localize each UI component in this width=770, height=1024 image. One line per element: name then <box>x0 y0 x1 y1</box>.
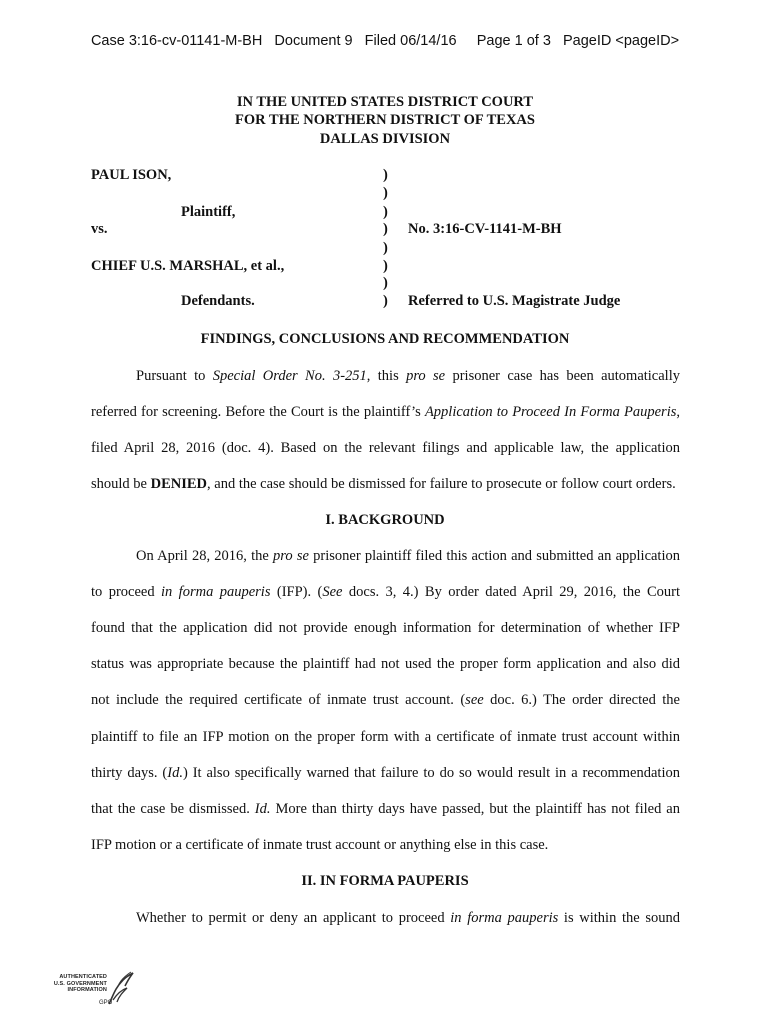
gpo-authentication-logo <box>45 970 135 1016</box>
caption-paren: ) <box>383 275 388 291</box>
background-line-8: that the case be dismissed. Id. More than thirty days have passed, but the plaintiff has not filed an <box>91 801 680 817</box>
gpo-label: GPO <box>99 1000 113 1006</box>
plaintiff-name: PAUL ISON, <box>91 167 172 183</box>
caption-paren: ) <box>383 185 388 201</box>
caption-paren: ) <box>383 240 388 256</box>
background-line-1: On April 28, 2016, the pro se prisoner plaintiff filed this action and submitted an application <box>136 548 680 564</box>
section-1-heading: I. BACKGROUND <box>325 512 445 528</box>
background-line-3: found that the application did not provide enough information for determination of whether IFP <box>91 620 680 636</box>
court-name-line-2: FOR THE NORTHERN DISTRICT OF TEXAS <box>235 112 535 128</box>
background-line-4: status was appropriate because the plaintiff had not used the proper form application and also did <box>91 656 680 672</box>
plaintiff-role: Plaintiff, <box>181 204 236 220</box>
case-number: No. 3:16-CV-1141-M-BH <box>408 221 562 237</box>
intro-line-2: referred for screening. Before the Court is the plaintiff’s Application to Proceed In Forma Pauperis, <box>91 404 680 420</box>
section-2-heading: II. IN FORMA PAUPERIS <box>301 873 469 889</box>
versus: vs. <box>91 221 108 237</box>
intro-line-3: filed April 28, 2016 (doc. 4). Based on the relevant filings and applicable law, the application <box>91 440 680 456</box>
defendant-role: Defendants. <box>181 293 255 309</box>
background-line-7: thirty days. (Id.) It also specifically warned that failure to do so would result in a recommendation <box>91 765 680 781</box>
background-line-6: plaintiff to file an IFP motion on the proper form with a certificate of inmate trust account within <box>91 729 680 745</box>
defendant-name: CHIEF U.S. MARSHAL, et al., <box>91 258 285 274</box>
caption-paren: ) <box>383 293 388 309</box>
court-name-line-1: IN THE UNITED STATES DISTRICT COURT <box>236 94 534 110</box>
document-title: FINDINGS, CONCLUSIONS AND RECOMMENDATION <box>200 331 570 347</box>
gpo-logo-text: AUTHENTICATED U.S. GOVERNMENT INFORMATION <box>53 974 107 993</box>
background-line-9: IFP motion or a certificate of inmate trust account or anything else in this case. <box>91 837 549 853</box>
referral-note: Referred to U.S. Magistrate Judge <box>408 293 621 309</box>
background-line-5: not include the required certificate of inmate trust account. (see doc. 6.) The order directed the <box>91 692 680 708</box>
document-header: Case 3:16-cv-01141-M-BH Document 9 Filed 06/14/16 Page 1 of 3 PageID <pageID> <box>90 33 680 49</box>
court-division: DALLAS DIVISION <box>319 131 451 147</box>
caption-paren: ) <box>383 258 388 274</box>
intro-line-1: Pursuant to Special Order No. 3-251, this pro se prisoner case has been automatically <box>136 368 680 384</box>
intro-line-4: should be DENIED, and the case should be dismissed for failure to prosecute or follow court orders. <box>91 476 676 492</box>
caption-paren: ) <box>383 204 388 220</box>
ifp-line-1: Whether to permit or deny an applicant to proceed in forma pauperis is within the sound <box>136 910 680 926</box>
caption-paren: ) <box>383 167 388 183</box>
background-line-2: to proceed in forma pauperis (IFP). (See docs. 3, 4.) By order dated April 29, 2016, the Court <box>91 584 680 600</box>
caption-paren: ) <box>383 221 388 237</box>
